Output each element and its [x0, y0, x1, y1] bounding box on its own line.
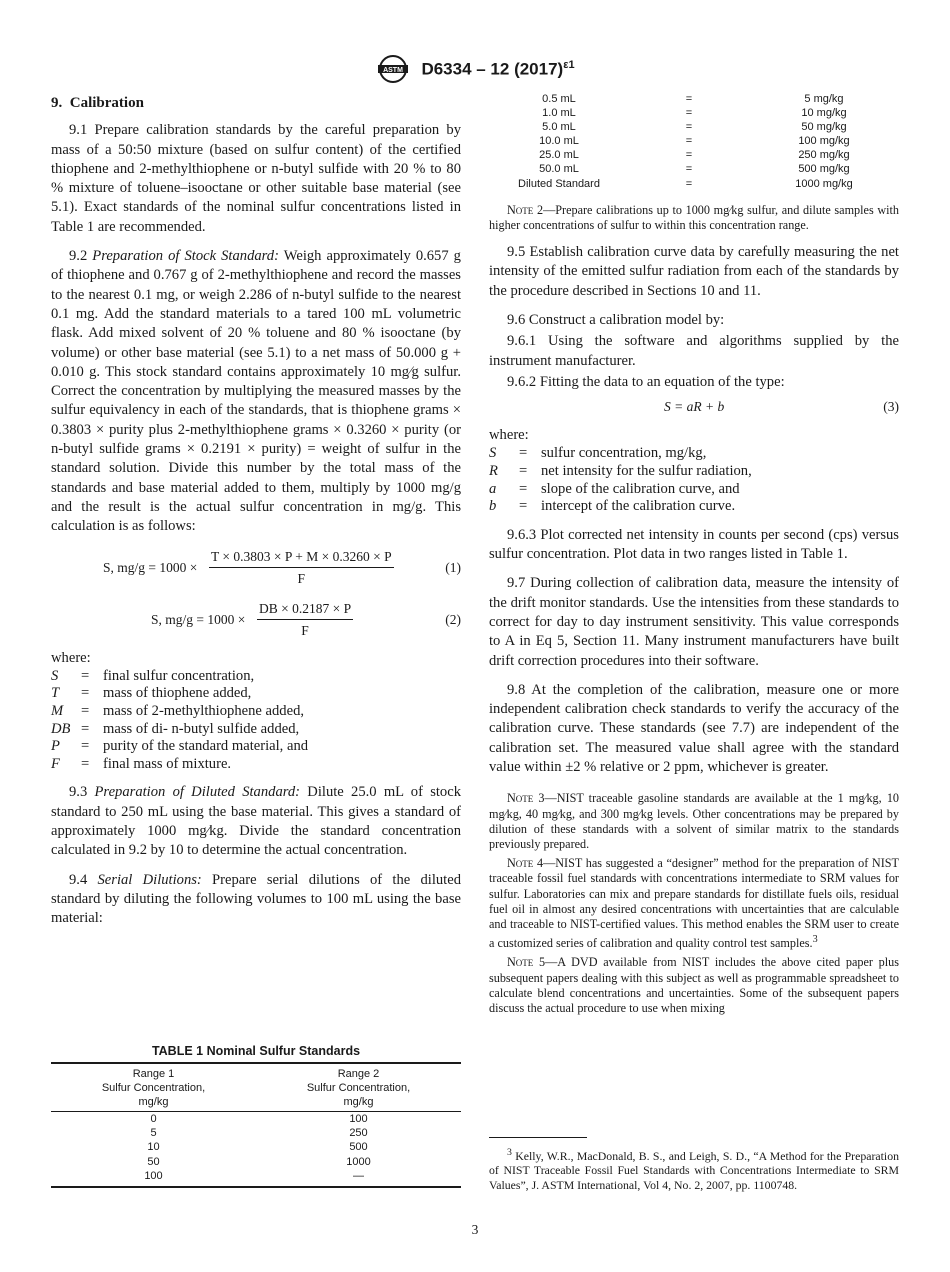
- note-4: Note 4—NIST has suggested a “designer” method for the preparation of NIST traceable fossil fuel standards with concentrations intermediate to SRM values for sulfur. Laboratories can mix and prepare standards for distillate fuels oils, residual fuel oil in almost any desired concentrations with uncertainties that are calculable and traceable to NIST-certified values. This method enables the SRM user to create a customized series of calibration and quality control test samples.$^3$: [489, 856, 899, 951]
- dilution-row: 25.0 mL = 250 mg/kg: [539, 149, 850, 162]
- paragraph-9-6: 9.6 Construct a calibration model by:: [507, 311, 725, 328]
- document-designation: D6334 – 12 $(2017)^{\varepsilon 1}$: [421, 58, 575, 79]
- table-header-range-2: Range 2 Sulfur Concentration, mg/kg: [256, 1063, 461, 1112]
- where-label-2: where:: [489, 427, 529, 444]
- paragraph-9-8: 9.8 At the completion of the calibration, measure one or more independent calibration check standards to verify the accuracy of the calibration curve. These standards (see 7.7) are independent of the calibration set. The measured value shall agree with the standard value within ±2 % relative or 2 ppm, whichever is greater.: [489, 681, 899, 776]
- table-row: 0 100: [150, 1113, 368, 1126]
- equation-2: S, mg/g = 1000 × $\frac{DB \times 0.2187 \times P}{F}$ (2): [151, 600, 461, 638]
- dilution-row: 5.0 mL = 50 mg/kg: [542, 121, 847, 134]
- variable-row: R = net intensity for the sulfur radiation,: [489, 463, 752, 480]
- right-column: [489, 94, 899, 1016]
- variable-row: S = sulfur concentration, mg/kg,: [489, 445, 707, 462]
- footnote-3: $^3$ Kelly, W.R., MacDonald, B. S., and Leigh, S. D., “A Method for the Preparation of NIST Traceable Fossil Fuel Standards with Concentrations Intermediate to SRM Values”, J. ASTM International, Vol 4, No. 2, 2007, pp. 1100748.: [489, 1147, 899, 1192]
- paragraph-9-1: 9.1 Prepare calibration standards by the careful preparation by mass of a 50:50 mixture (based on sulfur content) of the certified thiophene and 2-methylthiophene or n-butyl sulfide with 20 % to 80 % mixture of toluene–isooctane or other suitable base material (see 5.1). Exact standards of the nominal sulfur concentrations listed in Table 1 are recommended.: [51, 122, 461, 235]
- variable-row: S = final sulfur concentration,: [51, 667, 255, 684]
- page-header: [0, 54, 950, 84]
- dilution-row: 0.5 mL = 5 mg/kg: [542, 93, 844, 105]
- paragraph-9-6-1: 9.6.1 Using the software and algorithms supplied by the instrument manufacturer.: [489, 333, 899, 369]
- note-5: Note 5—A DVD available from NIST includes the above cited paper plus subsequent papers dealing with this subject as well as programmable spreadsheet to calculate blend concentrations and uncertainties. Some of the subsequent papers discuss the actual procedure to use when mixing: [489, 955, 899, 1016]
- left-column: [51, 94, 461, 928]
- variable-list-2: [489, 445, 899, 515]
- paragraph-9-6-3: 9.6.3 Plot corrected net intensity in counts per second (cps) versus sulfur concentration. Plot data in two ranges listed in Table 1.: [489, 526, 899, 563]
- paragraph-9-5: 9.5 Establish calibration curve data by carefully measuring the net intensity of the emitted sulfur radiation from each of the standards by the procedure described in Sections 10 and 11.: [489, 244, 899, 299]
- astm-logo-icon: [375, 54, 411, 84]
- variable-row: T = mass of thiophene added,: [51, 685, 252, 702]
- table-1-caption: TABLE 1 Nominal Sulfur Standards: [151, 1044, 361, 1058]
- note-2: Note 2—Prepare calibrations up to 1000 mg⁄kg sulfur, and dilute samples with higher concentrations of sulfur to within this concentration range.: [489, 202, 900, 232]
- variable-row: a = slope of the calibration curve, and: [489, 480, 740, 497]
- variable-row: b = intercept of the calibration curve.: [489, 498, 736, 515]
- paragraph-9-7: 9.7 During collection of calibration data, measure the intensity of the drift monitor standards. Use the intensities from these standards to correct for day to day instrument sensitivity. This value corresponds to A in Eq 5, Section 11. Many instrument manufacturers have built drift correction procedures into their software.: [489, 575, 899, 669]
- note-3: Note 3—NIST traceable gasoline standards are available at the 1 mg⁄kg, 10 mg⁄kg, 40 mg⁄kg, and 300 mg⁄kg levels. Other concentrations may be prepared by dilution of these standards with a solvent of similar matrix to the standards previously prepared.: [489, 791, 900, 851]
- dilution-row: Diluted Standard = 1000 mg/kg: [518, 177, 853, 190]
- paragraph-9-4: 9.4 Serial Dilutions: Prepare serial dilutions of the diluted standard by diluting the following volumes to 100 mL using the base material:: [51, 871, 462, 927]
- variable-row: P = purity of the standard material, and: [51, 738, 309, 755]
- svg-text:ASTM: ASTM: [383, 66, 404, 74]
- variable-list: [51, 668, 461, 774]
- where-label: where:: [51, 649, 91, 666]
- table-row: 5 250: [150, 1127, 368, 1140]
- table-row: 50 1000: [147, 1155, 371, 1168]
- equation-3: S = aR + b (3): [664, 399, 899, 415]
- table-row: 100 —: [144, 1169, 364, 1182]
- table-1: [51, 1062, 461, 1188]
- table-row: 10 500: [147, 1141, 368, 1154]
- variable-row: DB = mass of di- n-butyl sulfide added,: [51, 720, 300, 737]
- paragraph-9-2: 9.2 Preparation of Stock Standard: Weigh approximately 0.657 g of thiophene and 0.767 g of 2-methylthiophene and record the masses to the nearest 0.1 mg, or weigh 2.286 of n-butyl sulfide to the nearest 0.1 mg. Add the standard materials to a tared 100 mL volumetric flask. Add mixed solvent of 20 % toluene and 80 % isooctane (by volume) or other base material (see 5.1) to a net mass of 50.000 g + 0.010 g. This stock standard contains approximately 10 mg⁄g sulfur. Correct the concentration by multiplying the measured masses by the sulfur equivalency in each of the standards, that is thiophene grams × 0.3803 × purity plus 2-methylthiophene grams × 0.3260 × purity (or n-butyl sulfide grams × 0.2191 × purity) = weight of sulfur in the standard solution. Divide this number by the total mass of the standards and base material added to them, multiply by 1000 mg/g and the result is the actual sulfur concentration in mg/g. This calculation is as follows:: [51, 248, 461, 535]
- table-header-range-1: Range 1 Sulfur Concentration, mg/kg: [51, 1063, 256, 1112]
- footnote-rule: [489, 1137, 587, 1138]
- variable-row: M = mass of 2-methylthiophene added,: [51, 703, 305, 720]
- variable-row: F = final mass of mixture.: [51, 755, 232, 772]
- dilution-row: 1.0 mL = 10 mg/kg: [542, 107, 847, 120]
- dilution-table: [489, 92, 899, 191]
- dilution-row: 10.0 mL = 100 mg/kg: [539, 135, 850, 148]
- dilution-row: 50.0 mL = 500 mg/kg: [539, 163, 850, 176]
- paragraph-9-3: 9.3 Preparation of Diluted Standard: Dilute 25.0 mL of stock standard to 250 mL using the base material. This gives a standard of approximately 1000 mg⁄kg. Divide the standard concentration calculated in 9.2 by 10 to determine the actual concentration.: [51, 784, 462, 859]
- section-heading: 9. Calibration: [51, 95, 144, 111]
- page-number: 3: [471, 1222, 479, 1237]
- paragraph-9-6-2: 9.6.2 Fitting the data to an equation of the type:: [507, 373, 785, 390]
- equation-1: S, mg/g = 1000 × $\frac{T \times 0.3803 \times P + M \times 0.3260 \times P}{F}$ (1): [103, 548, 461, 586]
